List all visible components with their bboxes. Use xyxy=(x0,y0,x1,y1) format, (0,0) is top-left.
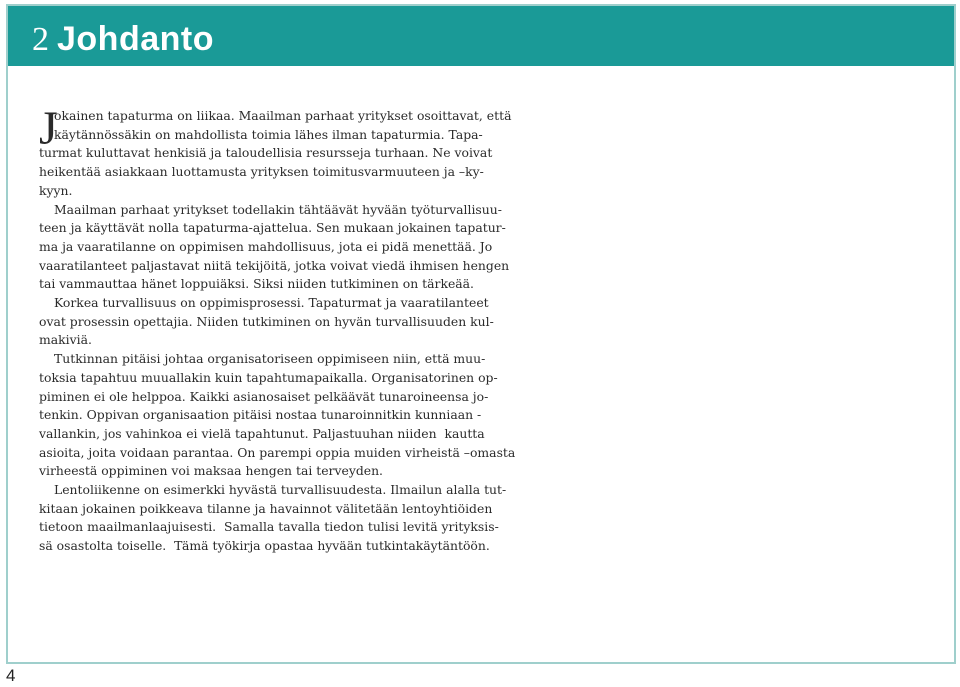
text-line: tenkin. Oppivan organisaation pitäisi nostaa tunaroinnitkin kunniaan - xyxy=(39,407,482,423)
text-line: kyyn. xyxy=(39,182,73,198)
text-line: teen ja käyttävät nolla tapaturma-ajattelua. Sen mukaan jokainen tapatur- xyxy=(39,220,506,236)
page-number: 4 xyxy=(6,666,16,685)
chapter-header-band xyxy=(8,6,954,66)
text-line: makiviä. xyxy=(39,332,92,348)
text-line: asioita, joita voidaan parantaa. On parempi oppia muiden virheistä –omasta xyxy=(39,444,516,460)
text-line: tai vammauttaa hänet loppuiäksi. Siksi niiden tutkiminen on tärkeää. xyxy=(39,276,474,292)
body-text xyxy=(39,102,516,556)
chapter-name: Johdanto xyxy=(57,20,214,58)
chapter-number: 2 xyxy=(32,21,49,58)
text-line: Maailman parhaat yritykset todellakin tähtäävät hyvään työturvallisuu- xyxy=(54,201,502,217)
page-frame xyxy=(6,4,956,664)
text-line: turmat kuluttavat henkisiä ja taloudellisia resursseja turhaan. Ne voivat xyxy=(39,145,493,161)
text-line: okainen tapaturma on liikaa. Maailman parhaat yritykset osoittavat, että xyxy=(54,108,512,123)
text-line: vaaratilanteet paljastavat niitä tekijöitä, jotka voivat viedä ihmisen hengen xyxy=(39,257,510,273)
text-line: sä osastolta toiselle. Tämä työkirja opastaa hyvään tutkintakäytäntöön. xyxy=(39,538,490,554)
drop-cap: J xyxy=(39,102,58,155)
text-line: kitaan jokainen poikkeava tilanne ja havainnot välitetään lentoyhtiöiden xyxy=(39,500,493,516)
text-line: piminen ei ole helppoa. Kaikki asianosaiset pelkäävät tunaroineensa jo- xyxy=(39,388,489,404)
text-line: toksia tapahtuu muuallakin kuin tapahtumapaikalla. Organisatorinen op- xyxy=(39,369,498,385)
text-line: heikentää asiakkaan luottamusta yrityksen toimitusvarmuuteen ja –ky- xyxy=(39,164,484,180)
text-line: ma ja vaaratilanne on oppimisen mahdollisuus, jota ei pidä menettää. Jo xyxy=(39,238,493,254)
text-line: ovat prosessin opettajia. Niiden tutkiminen on hyvän turvallisuuden kul- xyxy=(39,313,494,329)
text-line: virheestä oppiminen voi maksaa hengen tai terveyden. xyxy=(39,463,383,479)
text-line: Korkea turvallisuus on oppimisprosessi. Tapaturmat ja vaaratilanteet xyxy=(54,295,489,311)
chapter-title xyxy=(32,19,214,60)
text-line: käytännössäkin on mahdollista toimia lähes ilman tapaturmia. Tapa- xyxy=(54,126,483,142)
text-line: Tutkinnan pitäisi johtaa organisatoriseen oppimiseen niin, että muu- xyxy=(54,351,486,367)
text-line: vallankin, jos vahinkoa ei vielä tapahtunut. Paljastuuhan niiden kautta xyxy=(39,425,485,441)
text-line: Lentoliikenne on esimerkki hyvästä turvallisuudesta. Ilmailun alalla tut- xyxy=(54,482,507,498)
text-line: tietoon maailmanlaajuisesti. Samalla tavalla tiedon tulisi levitä yrityksis- xyxy=(39,519,499,535)
